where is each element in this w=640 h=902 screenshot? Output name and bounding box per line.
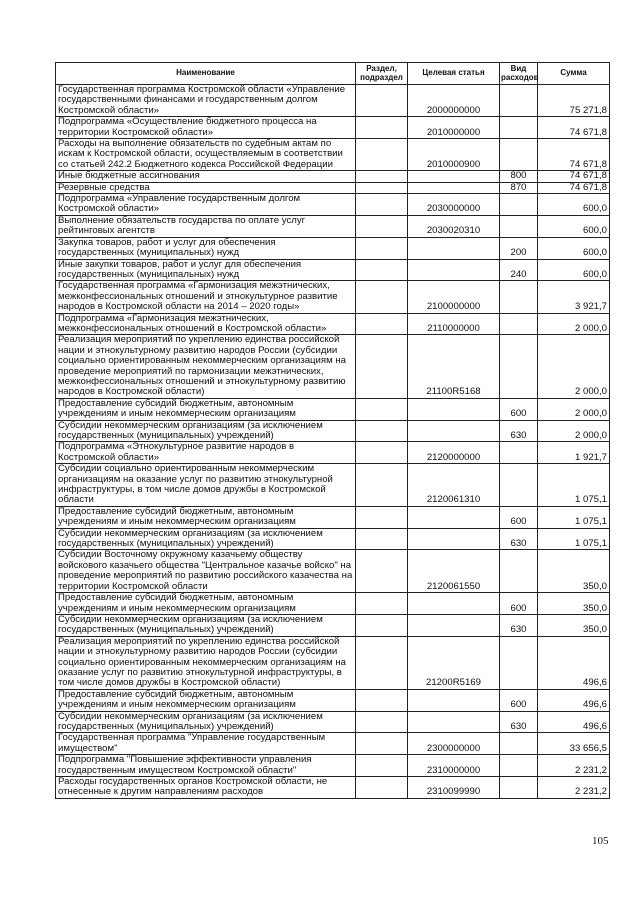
row-name: Субсидии некоммерческим организациям (за исключением государственных (муниципальных) учреждений) [56, 711, 356, 733]
page-number: 105 [592, 835, 609, 847]
row-section [356, 755, 408, 777]
row-sum: 496,6 [538, 636, 610, 689]
row-name: Предоставление субсидий бюджетным, автономным учреждениям и иным некоммерческим организациям [56, 398, 356, 420]
row-target [408, 711, 500, 733]
row-type: 630 [500, 420, 538, 442]
row-section [356, 313, 408, 335]
row-type [500, 313, 538, 335]
row-target [408, 398, 500, 420]
row-target: 2000000000 [408, 85, 500, 117]
row-target [408, 593, 500, 615]
row-name: Субсидии социально ориентированным некоммерческим организациям на оказание услуг по развитию этнокультурной инфраструктуры, в том числе домов дружбы в Костромской области [56, 464, 356, 507]
row-type [500, 636, 538, 689]
row-name: Реализация мероприятий по укреплению единства российской нации и этнокультурному развитию народов России (субсидии социально ориентированным некоммерческим организациям на оказание услуг по развитию этнокультурной инфраструктуры, в том числе домов дружбы в Костромской области) [56, 636, 356, 689]
row-name: Субсидии некоммерческим организациям (за исключением государственных (муниципальных) учреждений) [56, 528, 356, 550]
row-target: 21100R5168 [408, 335, 500, 398]
row-sum: 600,0 [538, 237, 610, 259]
row-section [356, 528, 408, 550]
row-name: Субсидии Восточному окружному казачьему обществу войскового казачьего общества "Центральное казачье войско" на проведение мероприятий по развитию российского казачества на территории Костромской области [56, 550, 356, 593]
table-row [56, 614, 610, 636]
row-section [356, 117, 408, 139]
row-name: Подпрограмма «Этнокультурное развитие народов в Костромской области» [56, 442, 356, 464]
row-section [356, 237, 408, 259]
row-target: 2300000000 [408, 733, 500, 755]
row-type [500, 85, 538, 117]
row-target [408, 689, 500, 711]
row-name: Предоставление субсидий бюджетным, автономным учреждениям и иным некоммерческим организациям [56, 689, 356, 711]
row-sum: 1 075,1 [538, 528, 610, 550]
row-section [356, 259, 408, 281]
table-row [56, 464, 610, 507]
row-sum: 2 000,0 [538, 335, 610, 398]
table-row [56, 593, 610, 615]
row-target [408, 237, 500, 259]
row-type [500, 139, 538, 171]
row-type [500, 733, 538, 755]
row-name: Подпрограмма «Управление государственным долгом Костромской области» [56, 194, 356, 216]
row-sum: 75 271,8 [538, 85, 610, 117]
table-row [56, 506, 610, 528]
row-target [408, 259, 500, 281]
row-name: Государственная программа Костромской области «Управление государственными финансами и государственным долгом Костромской области» [56, 85, 356, 117]
row-sum: 2 231,2 [538, 777, 610, 799]
table-row [56, 313, 610, 335]
table-row [56, 420, 610, 442]
row-sum: 2 000,0 [538, 313, 610, 335]
row-type [500, 777, 538, 799]
row-type [500, 442, 538, 464]
row-target: 2030020310 [408, 215, 500, 237]
row-section [356, 636, 408, 689]
row-target: 21200R5169 [408, 636, 500, 689]
row-target: 2310000000 [408, 755, 500, 777]
table-row [56, 117, 610, 139]
row-type [500, 117, 538, 139]
row-type: 630 [500, 711, 538, 733]
row-sum: 350,0 [538, 593, 610, 615]
row-name: Субсидии некоммерческим организациям (за исключением государственных (муниципальных) учреждений) [56, 614, 356, 636]
row-type [500, 464, 538, 507]
table-row [56, 636, 610, 689]
table-row [56, 335, 610, 398]
table-row [56, 237, 610, 259]
row-type: 870 [500, 182, 538, 193]
row-name: Резервные средства [56, 182, 356, 193]
row-target [408, 420, 500, 442]
row-name: Расходы государственных органов Костромской области, не отнесенные к другим направлениям расходов [56, 777, 356, 799]
header-type: Вид расходов [500, 63, 538, 85]
row-sum: 600,0 [538, 194, 610, 216]
header-name: Наименование [56, 63, 356, 85]
row-type: 600 [500, 689, 538, 711]
row-type: 630 [500, 614, 538, 636]
row-sum: 496,6 [538, 689, 610, 711]
row-section [356, 689, 408, 711]
row-section [356, 711, 408, 733]
row-section [356, 593, 408, 615]
row-name: Иные бюджетные ассигнования [56, 171, 356, 182]
row-section [356, 335, 408, 398]
table-row [56, 182, 610, 193]
row-sum: 74 671,8 [538, 171, 610, 182]
row-type: 630 [500, 528, 538, 550]
row-sum: 74 671,8 [538, 139, 610, 171]
row-target: 2100000000 [408, 281, 500, 313]
row-name: Подпрограмма "Повышение эффективности управления государственным имуществом Костромской области" [56, 755, 356, 777]
row-sum: 2 231,2 [538, 755, 610, 777]
row-sum: 496,6 [538, 711, 610, 733]
row-target: 2030000000 [408, 194, 500, 216]
row-sum: 350,0 [538, 550, 610, 593]
row-type [500, 335, 538, 398]
row-name: Иные закупки товаров, работ и услуг для обеспечения государственных (муниципальных) нужд [56, 259, 356, 281]
row-sum: 74 671,8 [538, 182, 610, 193]
table-row [56, 711, 610, 733]
row-type [500, 550, 538, 593]
row-type [500, 755, 538, 777]
row-target [408, 182, 500, 193]
row-type: 600 [500, 506, 538, 528]
row-type: 600 [500, 398, 538, 420]
row-type [500, 215, 538, 237]
row-name: Подпрограмма «Осуществление бюджетного процесса на территории Костромской области» [56, 117, 356, 139]
row-target: 2120061550 [408, 550, 500, 593]
row-type: 800 [500, 171, 538, 182]
table-header-row [56, 63, 610, 85]
header-sum: Сумма [538, 63, 610, 85]
row-section [356, 139, 408, 171]
row-name: Предоставление субсидий бюджетным, автономным учреждениям и иным некоммерческим организациям [56, 506, 356, 528]
row-name: Субсидии некоммерческим организациям (за исключением государственных (муниципальных) учреждений) [56, 420, 356, 442]
table-row [56, 139, 610, 171]
row-target: 2310099990 [408, 777, 500, 799]
row-target: 2120000000 [408, 442, 500, 464]
row-type: 240 [500, 259, 538, 281]
table-row [56, 259, 610, 281]
row-section [356, 215, 408, 237]
row-section [356, 182, 408, 193]
table-row [56, 733, 610, 755]
row-section [356, 506, 408, 528]
table-row [56, 755, 610, 777]
row-name: Выполнение обязательств государства по оплате услуг рейтинговых агентств [56, 215, 356, 237]
row-sum: 600,0 [538, 259, 610, 281]
row-section [356, 614, 408, 636]
row-section [356, 398, 408, 420]
row-sum: 1 921,7 [538, 442, 610, 464]
row-type: 600 [500, 593, 538, 615]
table-row [56, 281, 610, 313]
row-name: Государственная программа «Гармонизация межэтнических, межконфессиональных отношений и этнокультурное развитие народов в Костромской области на 2014 – 2020 годы» [56, 281, 356, 313]
row-section [356, 171, 408, 182]
row-target [408, 171, 500, 182]
row-section [356, 442, 408, 464]
table-row [56, 528, 610, 550]
row-sum: 350,0 [538, 614, 610, 636]
row-target: 2010000900 [408, 139, 500, 171]
row-name: Реализация мероприятий по укреплению единства российской нации и этнокультурному развитию народов России (субсидии социально ориентированным некоммерческим организациям на проведение мероприятий по гармонизации межэтнических, межконфессиональных отношений и этнокультурному развитию народов в Костромской области) [56, 335, 356, 398]
table-row [56, 442, 610, 464]
row-name: Предоставление субсидий бюджетным, автономным учреждениям и иным некоммерческим организациям [56, 593, 356, 615]
table-row [56, 550, 610, 593]
row-section [356, 85, 408, 117]
table-row [56, 194, 610, 216]
row-section [356, 464, 408, 507]
row-sum: 600,0 [538, 215, 610, 237]
row-sum: 1 075,1 [538, 506, 610, 528]
row-name: Государственная программа "Управление государственным имуществом" [56, 733, 356, 755]
row-section [356, 420, 408, 442]
table-row [56, 85, 610, 117]
row-target: 2120061310 [408, 464, 500, 507]
row-sum: 33 656,5 [538, 733, 610, 755]
table-row [56, 777, 610, 799]
table-row [56, 215, 610, 237]
row-target: 2110000000 [408, 313, 500, 335]
table-row [56, 398, 610, 420]
row-target [408, 506, 500, 528]
budget-table [55, 62, 610, 799]
row-sum: 2 000,0 [538, 420, 610, 442]
row-section [356, 194, 408, 216]
row-sum: 74 671,8 [538, 117, 610, 139]
row-section [356, 733, 408, 755]
row-name: Закупка товаров, работ и услуг для обеспечения государственных (муниципальных) нужд [56, 237, 356, 259]
row-target [408, 614, 500, 636]
row-name: Расходы на выполнение обязательств по судебным актам по искам к Костромской области, осуществляемым в соответствии со статьей 242.2 Бюджетного кодекса Российской Федерации [56, 139, 356, 171]
row-sum: 2 000,0 [538, 398, 610, 420]
row-name: Подпрограмма «Гармонизация межэтнических, межконфессиональных отношений в Костромской области» [56, 313, 356, 335]
row-section [356, 550, 408, 593]
header-section: Раздел, подраздел [356, 63, 408, 85]
row-sum: 1 075,1 [538, 464, 610, 507]
row-section [356, 281, 408, 313]
table-row [56, 171, 610, 182]
header-target: Целевая статья [408, 63, 500, 85]
row-type [500, 194, 538, 216]
row-sum: 3 921,7 [538, 281, 610, 313]
table-row [56, 689, 610, 711]
row-section [356, 777, 408, 799]
row-type [500, 281, 538, 313]
row-type: 200 [500, 237, 538, 259]
row-target [408, 528, 500, 550]
row-target: 2010000000 [408, 117, 500, 139]
